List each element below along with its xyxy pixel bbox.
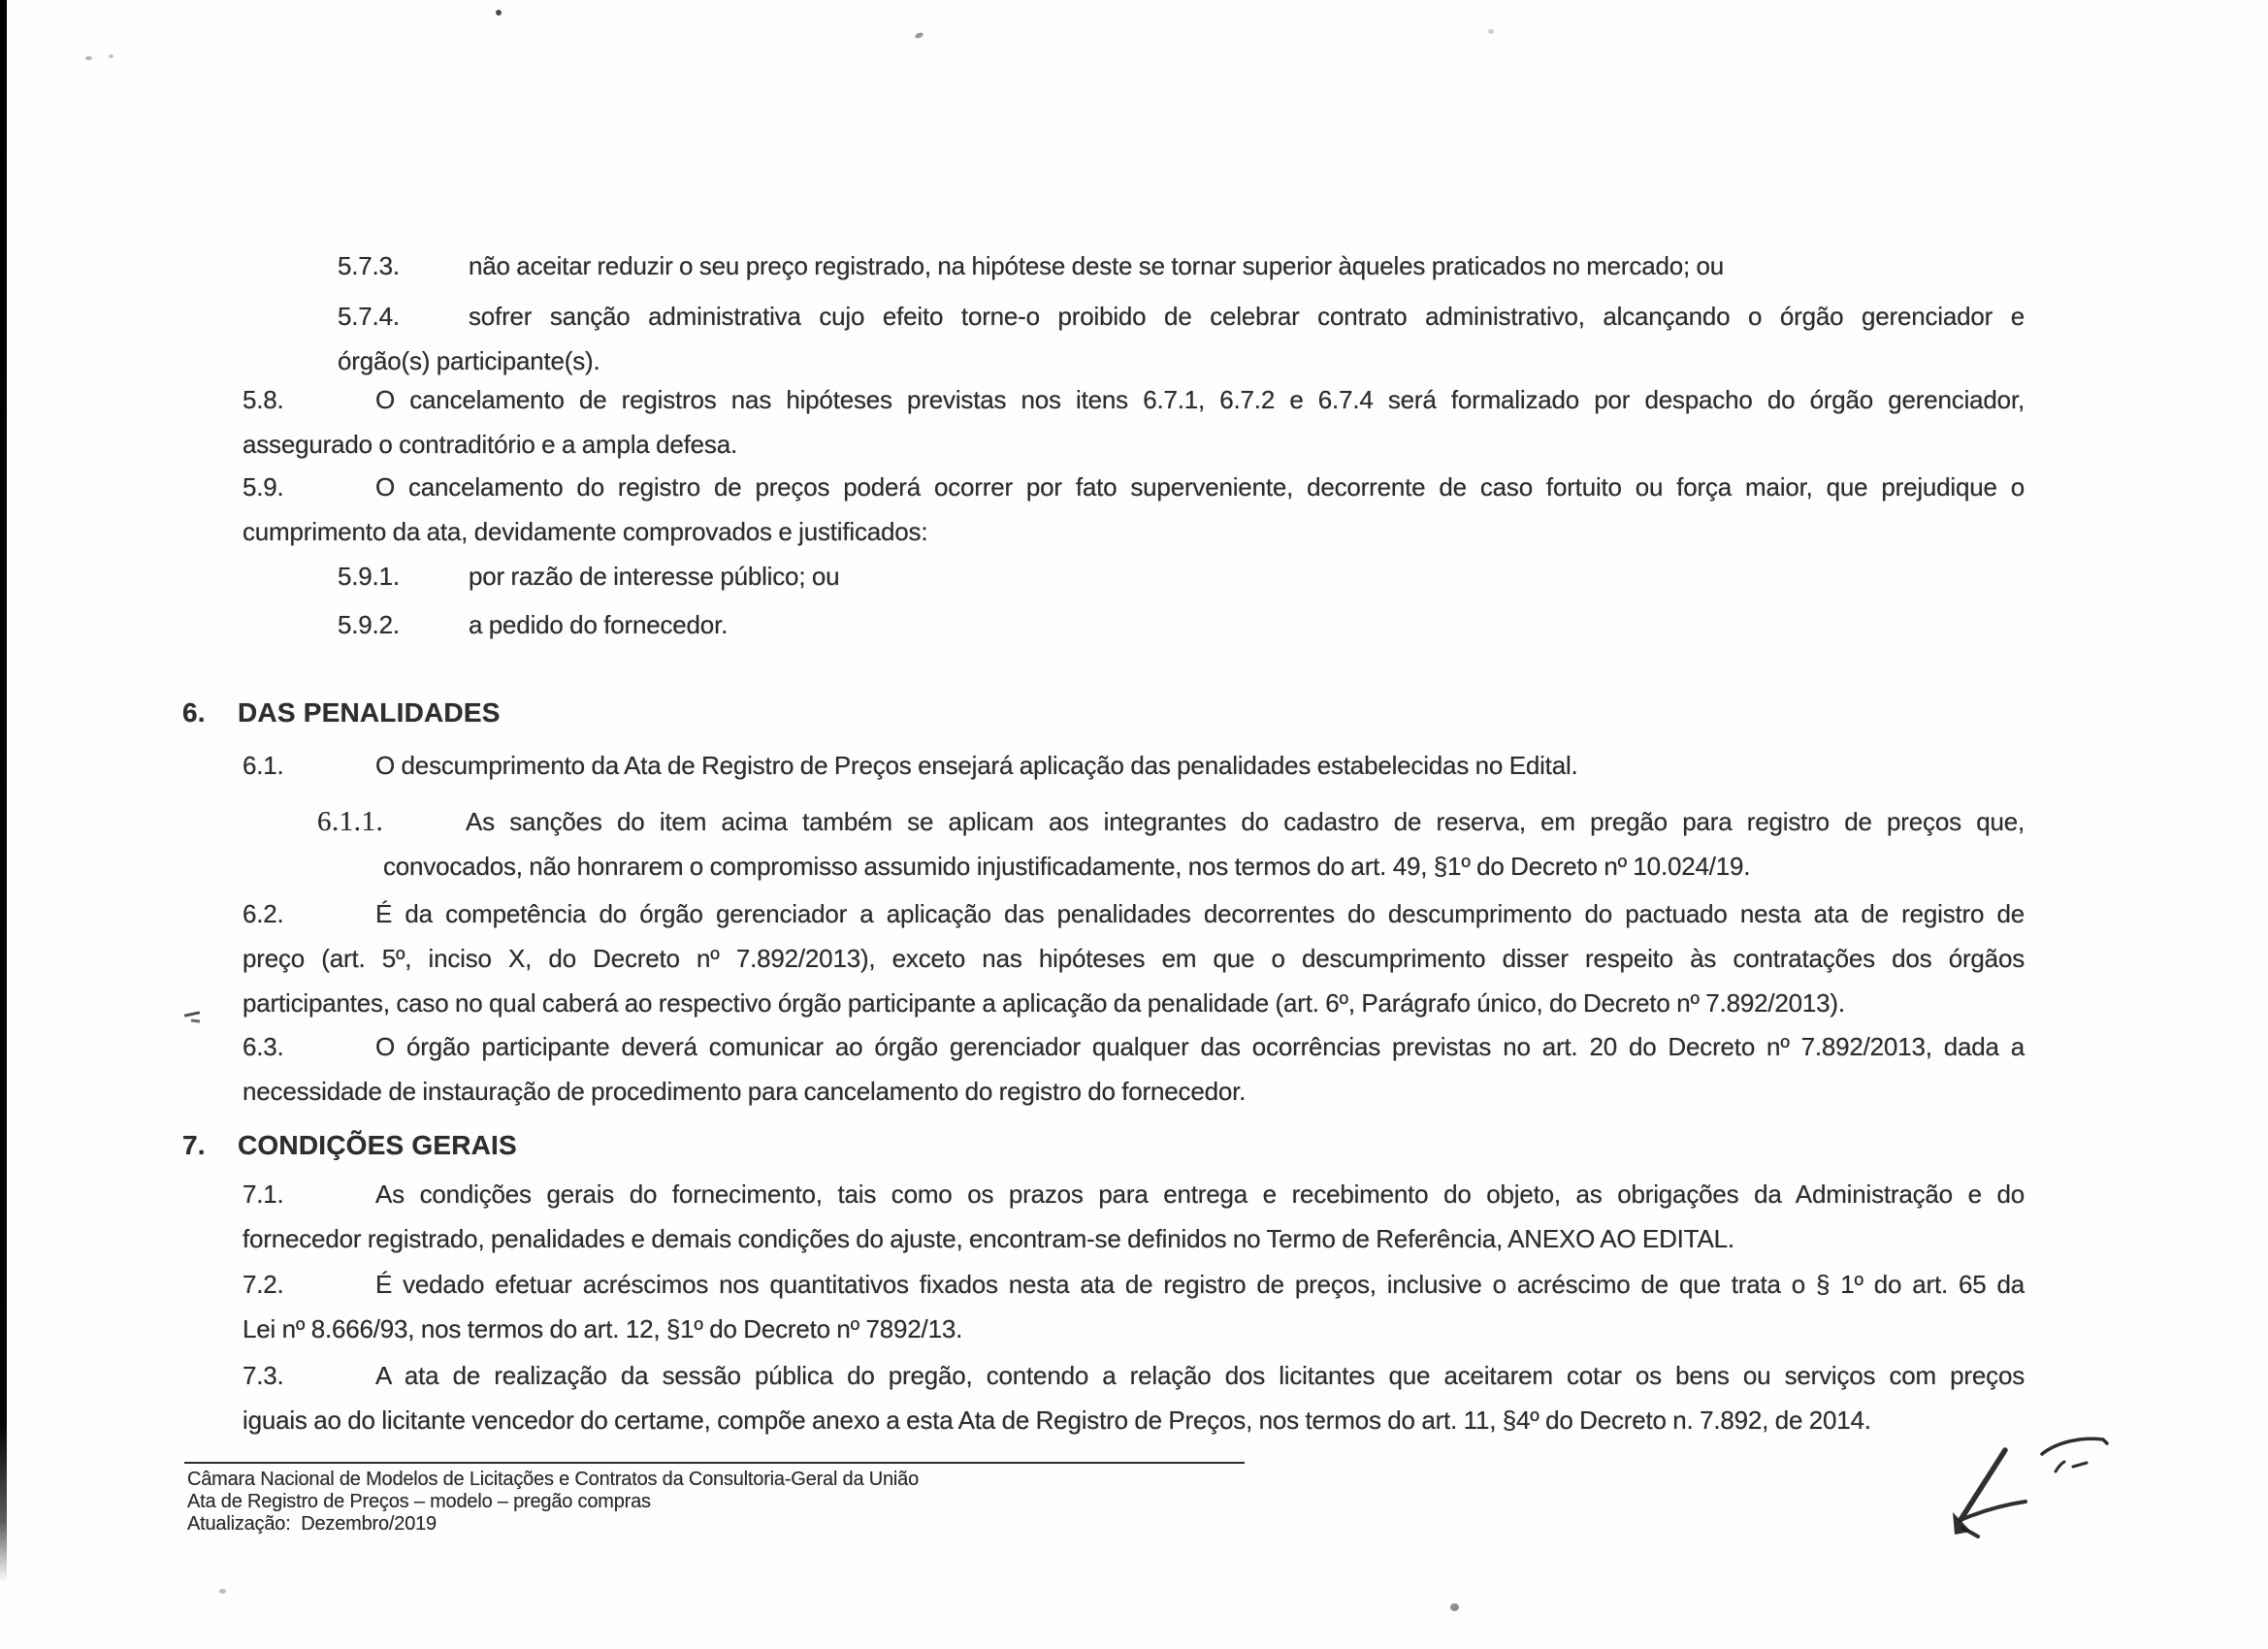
text-line: O órgão participante deverá comunicar ao órgão gerenciador qualquer das ocorrências previstas no art. 20 do Decreto nº 7.892/2013, dada a [375,1032,2025,1061]
clause-text [243,1024,2025,1114]
section-title: CONDIÇÕES GERAIS [238,1130,517,1160]
text-line: O descumprimento da Ata de Registro de Preços ensejará aplicação das penalidades estabelecidas no Edital. [375,751,1578,780]
clause-number: 7.1. [243,1180,284,1209]
clause-text [338,243,2025,288]
scan-speck [496,10,502,16]
text-line: A ata de realização da sessão pública do pregão, contendo a relação dos licitantes que aceitarem cotar os bens ou serviços com preços [375,1361,2025,1390]
scan-speck [1488,29,1494,34]
clause-text [243,377,2025,467]
scan-speck [914,32,923,40]
clause-5-8 [243,377,2025,467]
clause-5-9 [243,465,2025,554]
text-line: Ata de Registro de Preços – modelo – pregão compras [187,1491,651,1512]
section-number: 7. [182,1130,206,1160]
text-line: As sanções do item acima também se aplicam aos integrantes do cadastro de reserva, em pregão para registro de preços que, [466,807,2025,836]
clause-6-2 [243,891,2025,1025]
scan-speck [109,54,113,58]
clause-text [383,799,2025,889]
footer-divider [184,1462,1245,1464]
text-line: órgão(s) participante(s). [338,346,600,375]
clause-text [243,743,2025,788]
clause-number: 5.7.4. [338,302,400,331]
text-line: participantes, caso no qual caberá ao respectivo órgão participante a aplicação da penalidade (art. 6º, Parágrafo único, do Decreto nº 7.892/2013). [243,988,1845,1018]
text-line: preço (art. 5º, inciso X, do Decreto nº 7.892/2013), exceto nas hipóteses em que o descumprimento disser respeito às contratações dos órgãos [243,944,2025,973]
text-line: iguais ao do licitante vencedor do certame, compõe anexo a esta Ata de Registro de Preços, nos termos do art. 11, §4º do Decreto n. 7.892, de 2014. [243,1406,1871,1435]
text-line: convocados, não honrarem o compromisso assumido injustificadamente, nos termos do art. 49, §1º do Decreto nº 10.024/19. [383,852,1751,881]
handwritten-check-mark [1926,1411,2149,1557]
clause-number: 5.7.3. [338,251,400,280]
scan-squiggle [184,1011,200,1017]
clause-number: 6.1. [243,751,284,780]
scan-speck [85,56,92,60]
clause-number: 7.2. [243,1270,284,1299]
clause-6-3 [243,1024,2025,1114]
clause-5-7-3 [338,243,2025,288]
text-line: a pedido do fornecedor. [469,610,729,639]
text-line: por razão de interesse público; ou [469,562,840,591]
clause-number: 7.3. [243,1361,284,1390]
clause-text [243,465,2025,554]
text-line: É da competência do órgão gerenciador a aplicação das penalidades decorrentes do descumprimento do pactuado nesta ata de registro de [375,899,2025,928]
clause-5-7-4 [338,294,2025,383]
text-line: Câmara Nacional de Modelos de Licitações e Contratos da Consultoria-Geral da União [187,1469,920,1490]
text-line: cumprimento da ata, devidamente comprovados e justificados: [243,517,928,546]
clause-7-2 [243,1262,2025,1351]
text-line: não aceitar reduzir o seu preço registrado, na hipótese deste se tornar superior àqueles praticados no mercado; ou [469,251,1725,280]
section-7-heading [182,1123,517,1168]
clause-6-1-1 [317,799,2025,889]
text-line: As condições gerais do fornecimento, tais como os prazos para entrega e recebimento do objeto, as obrigações da Administração e do [375,1180,2025,1209]
page-footer [187,1469,919,1536]
clause-number: 5.9. [243,472,284,501]
clause-number: 5.8. [243,385,284,414]
clause-number: 6.3. [243,1032,284,1061]
text-line: O cancelamento do registro de preços poderá ocorrer por fato superveniente, decorrente de caso fortuito ou força maior, que prejudique o [375,472,2025,501]
text-line: O cancelamento de registros nas hipóteses previstas nos itens 6.7.1, 6.7.2 e 6.7.4 será formalizado por despacho do órgão gerenciador, [375,385,2025,414]
text-line: Atualização: Dezembro/2019 [187,1513,437,1535]
clause-text [338,294,2025,383]
text-line: sofrer sanção administrativa cujo efeito torne-o proibido de celebrar contrato administrativo, alcançando o órgão gerenciador e [469,302,2025,331]
clause-number: 5.9.1. [338,562,400,591]
section-number: 6. [182,697,206,728]
clause-text [338,602,2025,647]
clause-5-9-2 [338,602,2025,647]
clause-text [243,891,2025,1025]
clause-5-9-1 [338,554,2025,598]
section-title: DAS PENALIDADES [238,697,501,728]
clause-text [243,1353,2025,1442]
clause-text [338,554,2025,598]
clause-number: 6.1.1. [317,806,384,837]
clause-7-3 [243,1353,2025,1442]
section-6-heading [182,691,501,735]
clause-7-1 [243,1172,2025,1261]
scan-speck [219,1589,226,1594]
text-line: necessidade de instauração de procedimento para cancelamento do registro do fornecedor. [243,1077,1247,1106]
clause-number: 5.9.2. [338,610,400,639]
clause-text [243,1262,2025,1351]
text-line: assegurado o contraditório e a ampla defesa. [243,430,737,459]
clause-text [243,1172,2025,1261]
text-line: É vedado efetuar acréscimos nos quantitativos fixados nesta ata de registro de preços, inclusive o acréscimo de que trata o § 1º do art. 65 da [375,1270,2025,1299]
text-line: Lei nº 8.666/93, nos termos do art. 12, §1º do Decreto nº 7892/13. [243,1314,963,1343]
scan-squiggle [191,1019,200,1023]
text-line: fornecedor registrado, penalidades e demais condições do ajuste, encontram-se definidos no Termo de Referência, ANEXO AO EDITAL. [243,1224,1734,1253]
scan-speck [1450,1603,1459,1611]
clause-6-1 [243,743,2025,788]
scanner-edge-artifact [0,0,7,1583]
clause-number: 6.2. [243,899,284,928]
